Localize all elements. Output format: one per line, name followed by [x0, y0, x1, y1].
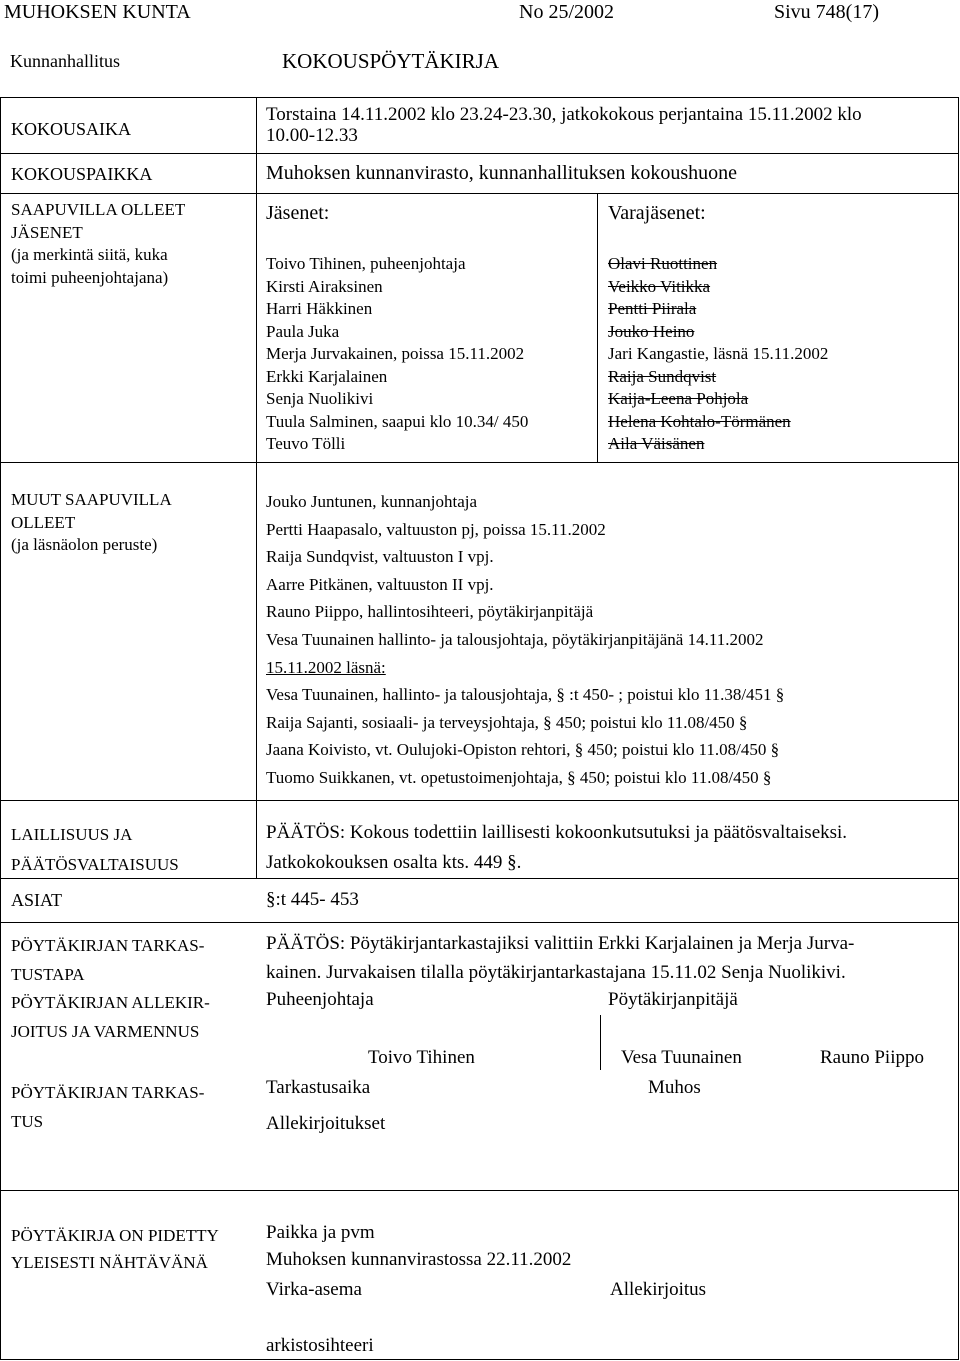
place-date-value: Muhoksen kunnanvirastossa 22.11.2002 — [266, 1249, 572, 1270]
deputy-item: Raija Sundqvist — [608, 366, 717, 386]
signatures-label — [11, 988, 210, 1046]
other-item: Pertti Haapasalo, valtuuston pj, poissa 15.11.2002 — [266, 519, 606, 539]
rule-frame-right — [958, 97, 959, 1360]
chair-label: Puheenjohtaja — [266, 989, 374, 1010]
member-item: Senja Nuolikivi — [266, 389, 374, 408]
members-title: Jäsenet: — [266, 202, 330, 224]
label-line: toimi puheenjohtajana) — [11, 267, 169, 287]
place-date-label: Paikka ja pvm — [266, 1222, 375, 1243]
present-heading: 15.11.2002 läsnä: — [266, 657, 386, 677]
rule-bottom — [0, 1359, 958, 1360]
rule-after-attendees — [0, 462, 958, 463]
member-item: Merja Jurvakainen, poissa 15.11.2002 — [266, 344, 525, 363]
document-title: KOKOUSPÖYTÄKIRJA — [282, 49, 500, 73]
document-number: No 25/2002 — [519, 1, 614, 23]
member-item: Kirsti Airaksinen — [266, 276, 383, 296]
rule-after-items — [0, 922, 958, 923]
deputy-item: Aila Väisänen — [608, 434, 705, 453]
label-line: LAILLISUUS JA — [11, 825, 133, 844]
member-item: Teuvo Tölli — [266, 434, 346, 453]
legality-decision — [266, 818, 847, 878]
position-label: Virka-asema — [266, 1279, 362, 1300]
label-line: (ja merkintä siitä, kuka — [11, 245, 168, 264]
inspection-time-label: Tarkastusaika — [266, 1077, 371, 1098]
label-line: PÖYTÄKIRJAN TARKAS- — [11, 936, 205, 955]
others-label — [11, 489, 172, 557]
label-line: PÄÄTÖSVALTAISUUS — [11, 855, 179, 874]
label-line: TUSTAPA — [11, 965, 85, 984]
label-line: JÄSENET — [11, 222, 83, 242]
meeting-place-label: KOKOUSPAIKKA — [11, 164, 153, 184]
label-line: YLEISESTI NÄHTÄVÄNÄ — [11, 1253, 208, 1272]
others-list — [266, 488, 784, 792]
decision-line: PÄÄTÖS: Kokous todettiin laillisesti kokoonkutsutuksi ja päätösvaltaiseksi. — [266, 822, 848, 843]
rule-after-others — [0, 800, 958, 801]
label-line: PÖYTÄKIRJAN ALLEKIR- — [11, 993, 210, 1012]
member-item: Paula Juka — [266, 321, 340, 341]
deputy-item: Olavi Ruottinen — [608, 254, 718, 273]
inspection-signatures-label: Allekirjoitukset — [266, 1113, 386, 1134]
rule-after-meeting-time — [0, 153, 958, 154]
public-label — [11, 1222, 219, 1276]
present-item: Raija Sajanti, sosiaali- ja terveysjohtaja, § 450; poistui klo 11.08/450 § — [266, 712, 748, 732]
attendees-label — [11, 199, 185, 289]
deputies-list — [608, 253, 828, 456]
deputies-title: Varajäsenet: — [608, 202, 706, 224]
secretary-label: Pöytäkirjanpitäjä — [608, 989, 738, 1010]
member-item: Harri Häkkinen — [266, 299, 373, 318]
present-item: Jaana Koivisto, vt. Oulujoki-Opiston rehtori, § 450; poistui klo 11.08/450 § — [266, 740, 780, 760]
review-decision — [266, 929, 854, 987]
deputy-item: Helena Kohtalo-Törmänen — [608, 411, 791, 431]
signature-label: Allekirjoitus — [610, 1279, 707, 1300]
rule-after-meeting-place — [0, 193, 958, 194]
member-item: Tuula Salminen, saapui klo 10.34/ 450 — [266, 411, 529, 431]
deputy-item: Veikko Vitikka — [608, 276, 711, 296]
other-item: Jouko Juntunen, kunnanjohtaja — [266, 492, 478, 511]
label-line: PÖYTÄKIRJAN TARKAS- — [11, 1083, 205, 1102]
deputy-item: Pentti Piirala — [608, 299, 697, 318]
deputy-item: Jari Kangastie, läsnä 15.11.2002 — [608, 344, 829, 363]
rule-after-signatures — [0, 1190, 958, 1191]
label-line: PÖYTÄKIRJA ON PIDETTY — [11, 1226, 219, 1245]
decision-line: Jatkokokouksen osalta kts. 449 §. — [266, 852, 522, 873]
position-value: arkistosihteeri — [266, 1335, 374, 1356]
present-item: Vesa Tuunainen, hallinto- ja talousjohtaja, § :t 450- ; poistui klo 11.38/451 § — [266, 685, 785, 705]
label-line: MUUT SAAPUVILLA — [11, 490, 172, 509]
secretary-name: Vesa Tuunainen — [621, 1047, 742, 1068]
review-label — [11, 931, 204, 989]
rule-frame-left — [0, 97, 1, 1360]
secretary-name: Rauno Piippo — [820, 1047, 924, 1068]
chair-name: Toivo Tihinen — [368, 1047, 475, 1068]
deputy-item: Jouko Heino — [608, 321, 695, 341]
rule-label-column — [256, 97, 257, 878]
inspection-place: Muhos — [648, 1077, 701, 1098]
label-line: OLLEET — [11, 512, 76, 532]
label-line: (ja läsnäolon peruste) — [11, 535, 158, 554]
meeting-time-line: Torstaina 14.11.2002 klo 23.24-23.30, jatkokokous perjantaina 15.11.2002 klo — [266, 104, 862, 125]
other-item: Aarre Pitkänen, valtuuston II vpj. — [266, 574, 494, 594]
rule-top — [0, 97, 958, 98]
rule-signature-split — [600, 1015, 601, 1070]
decision-line: kainen. Jurvakaisen tilalla pöytäkirjantarkastajana 15.11.02 Senja Nuolikivi. — [266, 962, 846, 983]
meeting-time-value — [266, 104, 862, 146]
inspection-label — [11, 1078, 204, 1136]
meeting-time-label: KOKOUSAIKA — [11, 119, 131, 139]
meeting-time-line: 10.00-12.33 — [266, 125, 358, 146]
member-item: Toivo Tihinen, puheenjohtaja — [266, 254, 466, 273]
members-list — [266, 253, 528, 456]
decision-line: PÄÄTÖS: Pöytäkirjantarkastajiksi valittiin Erkki Karjalainen ja Merja Jurva- — [266, 933, 855, 954]
legality-label — [11, 820, 179, 880]
other-item: Vesa Tuunainen hallinto- ja talousjohtaja, pöytäkirjanpitäjänä 14.11.2002 — [266, 629, 764, 649]
member-item: Erkki Karjalainen — [266, 366, 388, 386]
other-item: Rauno Piippo, hallintosihteeri, pöytäkirjanpitäjä — [266, 602, 594, 622]
rule-members-split — [597, 193, 598, 462]
label-line: SAAPUVILLA OLLEET — [11, 200, 186, 219]
meeting-place-value: Muhoksen kunnanvirasto, kunnanhallituksen kokoushuone — [266, 162, 738, 184]
deputy-item: Kaija-Leena Pohjola — [608, 389, 749, 408]
other-item: Raija Sundqvist, valtuuston I vpj. — [266, 547, 494, 567]
items-value: §:t 445- 453 — [266, 889, 359, 910]
org-name: MUHOKSEN KUNTA — [4, 1, 191, 23]
label-line: TUS — [11, 1112, 44, 1131]
items-label: ASIAT — [11, 890, 63, 910]
label-line: JOITUS JA VARMENNUS — [11, 1022, 200, 1041]
present-item: Tuomo Suikkanen, vt. opetustoimenjohtaja, § 450; poistui klo 11.08/450 § — [266, 767, 772, 787]
body-name: Kunnanhallitus — [10, 51, 120, 71]
page-number: Sivu 748(17) — [774, 1, 879, 23]
